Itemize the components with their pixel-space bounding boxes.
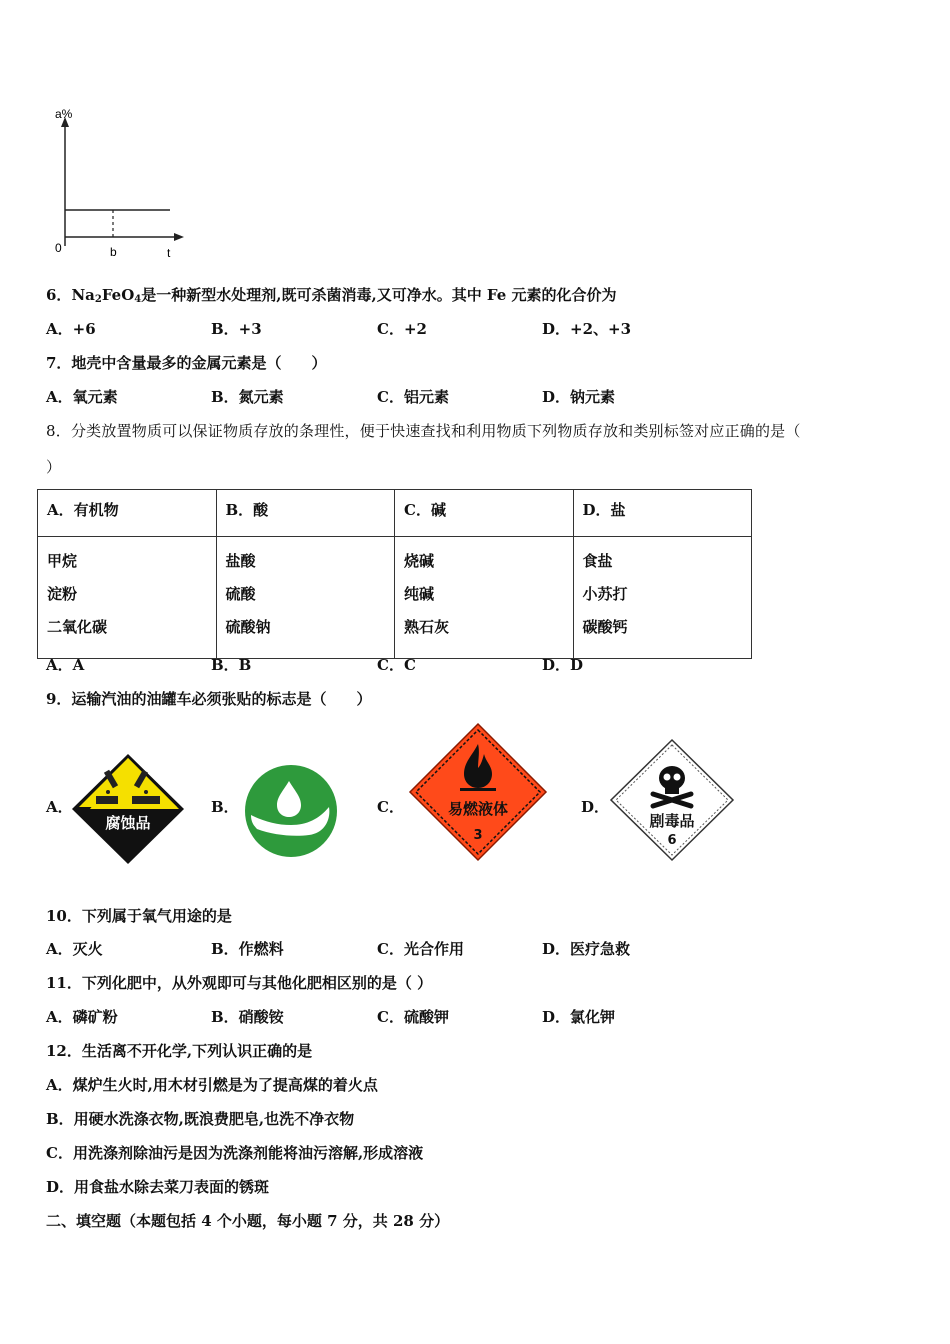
classification-table (37, 489, 752, 659)
table-cell: 二氧化碳 (47, 618, 108, 636)
flammable-liquid-sign (408, 722, 548, 862)
q12-option-b: B．用硬水洗涤衣物,既浪费肥皂,也洗不净衣物 (46, 1110, 355, 1128)
table-cell: 熟石灰 (404, 618, 450, 636)
q6-option-b: B．+3 (211, 320, 262, 338)
x-axis-label: t (167, 246, 171, 260)
q6-text: 是一种新型水处理剂,既可杀菌消毒,又可净水。其中 Fe 元素的化合价为 (141, 286, 617, 304)
table-cell: 食盐 (582, 552, 613, 570)
table-header-b: B．酸 (216, 490, 395, 537)
q8-option-c: C．C (377, 656, 416, 674)
q7-option-c: C．铝元素 (377, 388, 449, 406)
q12-option-c: C．用洗涤剂除油污是因为洗涤剂能将油污溶解,形成溶液 (46, 1144, 424, 1162)
concentration-time-graph (50, 100, 195, 265)
q9-option-d-label: D． (581, 798, 610, 816)
q6-option-a: A．+6 (46, 320, 96, 338)
q7-option-b: B．氮元素 (211, 388, 284, 406)
table-column-d (573, 537, 752, 659)
q7-option-a: A．氧元素 (46, 388, 118, 406)
q11-option-b: B．硝酸铵 (211, 1008, 284, 1026)
toxic-sign (609, 738, 735, 862)
q7-option-d: D．钠元素 (542, 388, 616, 406)
q6-formula: $Na_2FeO_4$ (71, 286, 142, 305)
water-saving-sign (243, 763, 339, 859)
q6-option-d: D．+2、+3 (542, 320, 632, 338)
question-8: 8．分类放置物质可以保证物质存放的条理性，便于快速查找和利用物质下列物质存放和类别标签对应正确的是（ (46, 422, 801, 440)
table-header-a: A．有机物 (38, 490, 217, 537)
q12-option-a: A．煤炉生火时,用木材引燃是为了提高煤的着火点 (46, 1076, 378, 1094)
q8-option-d: D．D (542, 656, 584, 674)
q10-option-d: D．医疗急救 (542, 940, 631, 958)
q9-option-b-label: B． (211, 798, 239, 816)
q11-option-c: C．硫酸钾 (377, 1008, 449, 1026)
table-cell: 硫酸 (225, 585, 256, 603)
table-cell: 硫酸钠 (225, 618, 271, 636)
q11-option-d: D．氯化钾 (542, 1008, 616, 1026)
q9-option-a-label: A． (46, 798, 73, 816)
table-cell: 纯碱 (404, 585, 435, 603)
q6-option-c: C．+2 (377, 320, 427, 338)
flammable-label: 易燃液体 (447, 800, 509, 818)
y-axis-label: a% (55, 107, 73, 121)
table-cell: 烧碱 (404, 552, 435, 570)
q6-number: 6． (46, 286, 72, 304)
question-12: 12．生活离不开化学,下列认识正确的是 (46, 1042, 313, 1060)
table-header-c: C．碱 (395, 490, 574, 537)
x-axis-arrow (174, 233, 184, 241)
table-column-a (38, 537, 217, 659)
toxic-class-number: 6 (667, 833, 677, 848)
question-6 (46, 285, 617, 310)
q10-option-b: B．作燃料 (211, 940, 284, 958)
table-column-c (395, 537, 574, 659)
corrosive-sign (70, 752, 186, 866)
q10-option-a: A．灭火 (46, 940, 103, 958)
toxic-label: 剧毒品 (649, 812, 695, 830)
question-9: 9．运输汽油的油罐车必须张贴的标志是（ ） (46, 690, 372, 708)
question-11: 11．下列化肥中，从外观即可与其他化肥相区别的是（ ） (46, 974, 433, 992)
question-8-cont: ） (46, 458, 62, 476)
question-10: 10．下列属于氧气用途的是 (46, 907, 232, 925)
corrosive-label: 腐蚀品 (105, 814, 151, 832)
table-cell: 甲烷 (47, 552, 78, 570)
table-cell: 盐酸 (225, 552, 256, 570)
table-header-d: D．盐 (573, 490, 752, 537)
q8-option-b: B．B (211, 656, 252, 674)
question-7: 7．地壳中含量最多的金属元素是（ ） (46, 354, 327, 372)
q10-option-c: C．光合作用 (377, 940, 464, 958)
origin-label: 0 (55, 241, 62, 255)
q9-option-c-label: C． (377, 798, 404, 816)
table-cell: 碳酸钙 (582, 618, 628, 636)
table-column-b (216, 537, 395, 659)
q12-option-d: D．用食盐水除去菜刀表面的锈斑 (46, 1178, 270, 1196)
flammable-class-number: 3 (473, 828, 483, 843)
q8-option-a: A．A (46, 656, 85, 674)
q11-option-a: A．磷矿粉 (46, 1008, 118, 1026)
table-cell: 淀粉 (47, 585, 78, 603)
table-cell: 小苏打 (582, 585, 628, 603)
b-label: b (110, 245, 117, 259)
section-2-heading: 二、填空题（本题包括 4 个小题，每小题 7 分，共 28 分） (46, 1212, 450, 1230)
